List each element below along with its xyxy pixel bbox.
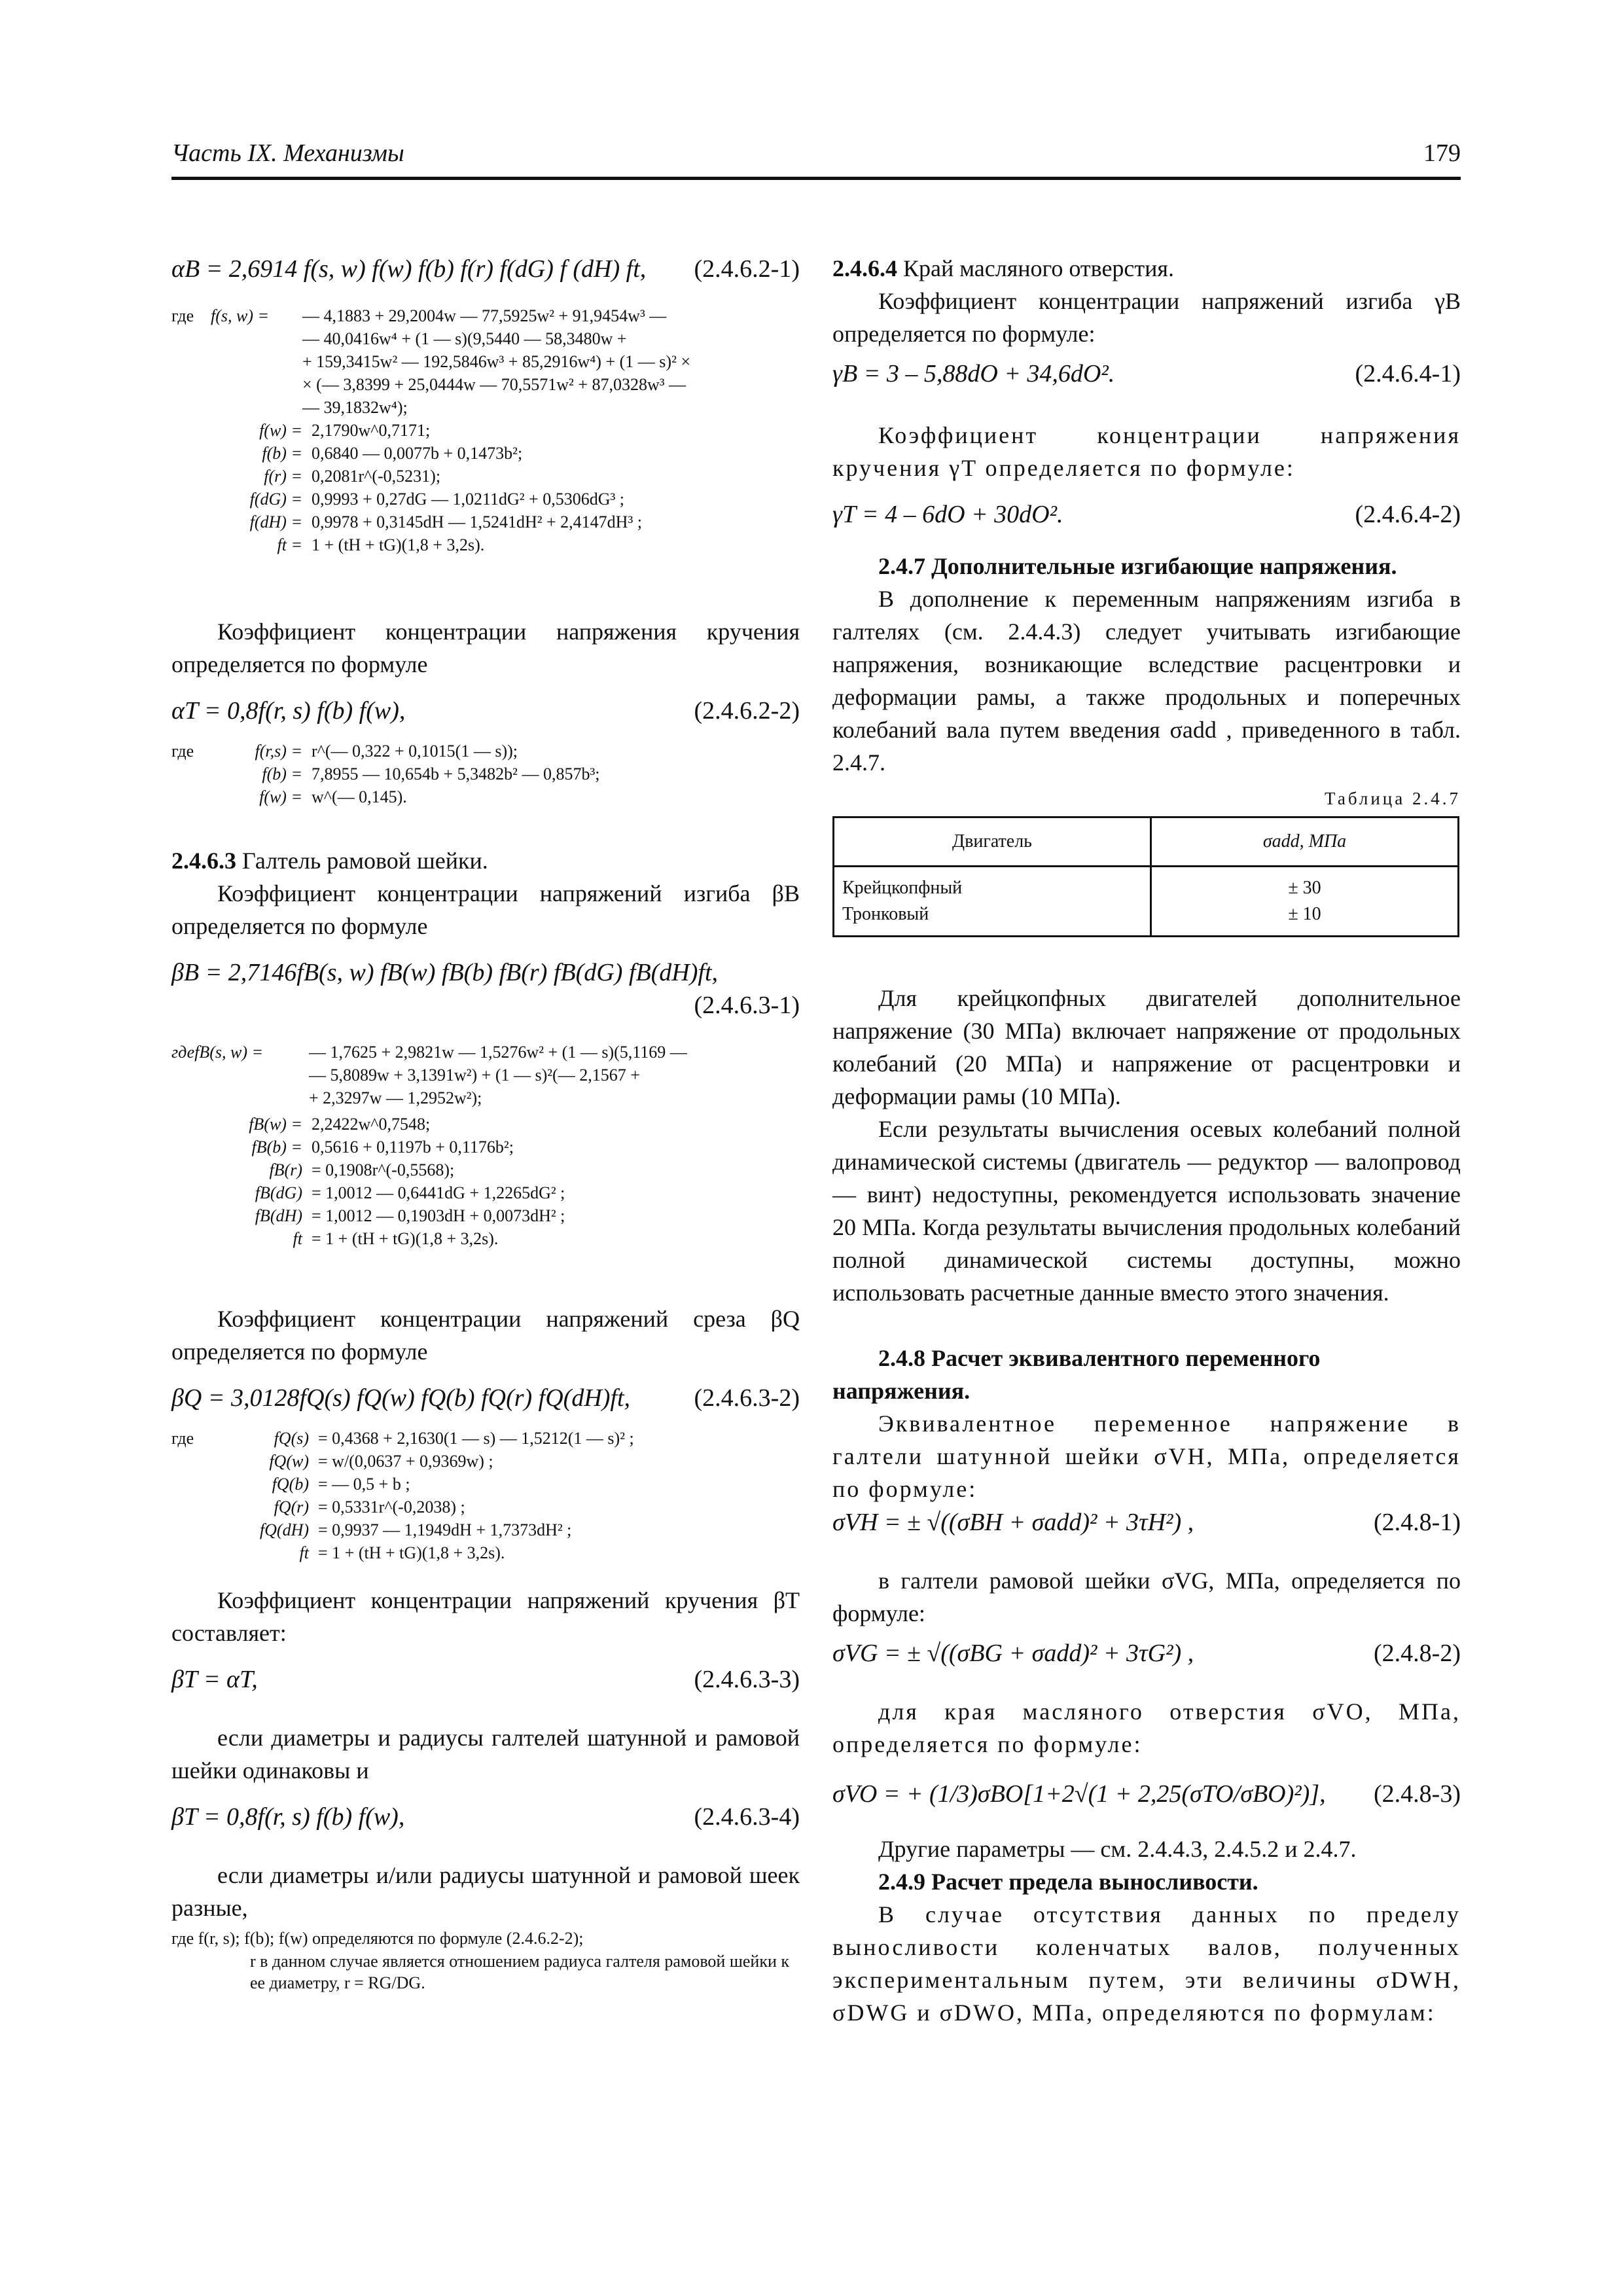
- section-2-4-6-3-heading: 2.4.6.3 Галтель рамовой шейки.: [171, 848, 488, 874]
- definition-key: f(dH) =: [249, 512, 302, 531]
- paragraph-crosshead: Для крейцкопфных двигателей дополнительное напряжение (30 МПа) включает напряжение от продольных колебаний (20 МПа) и напряжение от расцентровки и деформации рамы (10 МПа).: [832, 985, 1461, 1109]
- fbsw-definition: гдеfB(s, w) = — 1,7625 + 2,9821w — 1,5276w² + (1 — s)(5,1169 — — 5,8089w + 3,1391w²) + (1 — s)²(— 2,1567 + + 2,3297w — 1,2952w²);: [171, 1041, 800, 1109]
- definition-value: = 1,0012 — 0,1903dH + 0,0073dH² ;: [312, 1206, 565, 1225]
- fsw-line: — 40,0416w⁴ + (1 — s)(9,5440 — 58,3480w +: [302, 329, 627, 348]
- table-cell-sigma-values: ± 30 ± 10: [1151, 867, 1459, 937]
- paragraph-main-journal: в галтели рамовой шейки σVG, МПа, определяется по формуле:: [832, 1568, 1461, 1626]
- definition-key: f(b) =: [262, 764, 302, 783]
- definition-row: [171, 442, 800, 465]
- definition-key: fB(dH): [255, 1206, 302, 1225]
- paragraph-fatigue-limit: В случае отсутствия данных по пределу выносливости коленчатых валов, полученных экспериментальным путем, эти величины σDWH, σDWG и σDWO, МПа, определяются по формулам:: [832, 1901, 1461, 2026]
- fbsw-line: — 5,8089w + 3,1391w²) + (1 — s)²(— 2,1567 +: [309, 1066, 640, 1085]
- equation-2-4-6-3-4: βT = 0,8f(r, s) f(b) f(w), (2.4.6.3-4): [171, 1803, 800, 1831]
- definition-value: = 1 + (tH + tG)(1,8 + 3,2s).: [318, 1543, 505, 1562]
- definition-key: fB(b) =: [251, 1138, 302, 1157]
- definition-row: [211, 1541, 800, 1564]
- definition-key: ft: [299, 1543, 309, 1562]
- paragraph-equivalent-stress: Эквивалентное переменное напряжение в галтели шатунной шейки σVH, МПа, определяется по формуле:: [832, 1410, 1461, 1502]
- definition-value: = 0,4368 + 2,1630(1 — s) — 1,5212(1 — s)² ;: [318, 1429, 634, 1448]
- paragraph-other-params: Другие параметры — см. 2.4.4.3, 2.4.5.2 и 2.4.7.: [878, 1836, 1357, 1862]
- section-2-4-8-heading: 2.4.8 Расчет эквивалентного переменного напряжения.: [832, 1345, 1321, 1404]
- paragraph-oil-hole: для края масляного отверстия σVO, МПа, определяется по формуле:: [832, 1698, 1461, 1757]
- paragraph-bending-coefficient: Коэффициент концентрации напряжений изгиба βB определяется по формуле: [171, 880, 800, 939]
- definition-key: f(w) =: [259, 787, 302, 806]
- definition-row: [171, 1113, 800, 1136]
- table-header-sigma: σadd, МПа: [1151, 817, 1459, 867]
- definition-row: [211, 740, 800, 762]
- definition-key: fB(dG): [255, 1183, 302, 1202]
- definition-row: [171, 511, 800, 533]
- fsw-line: × (— 3,8399 + 25,0444w — 70,5571w² + 87,0328w³ —: [302, 375, 687, 394]
- definition-row: [171, 488, 800, 511]
- definition-row: [211, 1496, 800, 1518]
- equation-number-2-4-6-3-1: (2.4.6.3-1): [694, 992, 800, 1019]
- definition-key: fB(r): [269, 1160, 302, 1179]
- note-r-ratio: r в данном случае является отношением радиуса галтеля рамовой шейки к ее диаметру, r = RG/DG.: [250, 1952, 790, 1992]
- definition-key: f(b) =: [262, 444, 302, 463]
- running-title: Часть IX. Механизмы: [171, 139, 404, 167]
- definition-value: 0,5616 + 0,1197b + 0,1176b²;: [312, 1138, 514, 1157]
- equation-2-4-6-2-2: αT = 0,8f(r, s) f(b) f(w), (2.4.6.2-2): [171, 697, 800, 725]
- definition-key: f(r) =: [264, 467, 302, 486]
- definition-row: [211, 1518, 800, 1541]
- definition-value: 0,2081r^(-0,5231);: [312, 467, 441, 486]
- definition-key: fQ(w): [269, 1452, 309, 1471]
- paragraph-shear-coefficient: Коэффициент концентрации напряжений среза βQ определяется по формуле: [171, 1306, 800, 1365]
- definition-value: = 1,0012 — 0,6441dG + 1,2265dG² ;: [312, 1183, 565, 1202]
- table-cell-engine-types: Крейцкопфный Тронковый: [834, 867, 1151, 937]
- definition-value: = w/(0,0637 + 0,9369w) ;: [318, 1452, 493, 1471]
- definitions-group-3: [171, 1113, 800, 1250]
- definition-value: 1 + (tH + tG)(1,8 + 3,2s).: [312, 535, 485, 554]
- paragraph-axial-vibrations: Если результаты вычисления осевых колебаний полной динамической системы (двигатель — редуктор — валопровод — винт) недоступны, рекомендуется использовать значение 20 МПа. Когда результаты вычисления продольных колебаний полной динамической системы доступны, можно использовать расчетные данные вместо этого значения.: [832, 1116, 1461, 1306]
- fbsw-line: + 2,3297w — 1,2952w²);: [309, 1088, 482, 1107]
- section-2-4-9-heading: 2.4.9 Расчет предела выносливости.: [878, 1869, 1258, 1895]
- definition-row: [171, 1181, 800, 1204]
- equation-2-4-6-4-2: γT = 4 – 6dO + 30dO². (2.4.6.4-2): [832, 501, 1461, 528]
- paragraph-torsion-beta: Коэффициент концентрации напряжений кручения βT составляет:: [171, 1587, 800, 1646]
- definition-row: [211, 1427, 800, 1450]
- definition-value: 0,6840 — 0,0077b + 0,1473b²;: [312, 444, 523, 463]
- definition-row: [171, 419, 800, 442]
- section-2-4-6-4-heading: 2.4.6.4 Край масляного отверстия.: [832, 255, 1174, 281]
- definition-row: [211, 785, 800, 808]
- definition-value: = 0,1908r^(-0,5568);: [312, 1160, 455, 1179]
- fbsw-line: — 1,7625 + 2,9821w — 1,5276w² + (1 — s)(5,1169 —: [309, 1043, 687, 1062]
- equation-2-4-6-3-1: βB = 2,7146fB(s, w) fB(w) fB(b) fB(r) fB(dG) fB(dH)ft,: [171, 959, 719, 986]
- definition-key: fB(w) =: [249, 1115, 302, 1134]
- page-header: [171, 139, 1461, 180]
- definition-value: w^(— 0,145).: [312, 787, 407, 806]
- paragraph-torsion-coefficient: Коэффициент концентрации напряжения кручения определяется по формуле: [171, 619, 800, 677]
- definition-row: [211, 762, 800, 785]
- fsw-line: — 4,1883 + 29,2004w — 77,5925w² + 91,9454w³ —: [302, 306, 667, 325]
- fsw-definition: где f(s, w) = — 4,1883 + 29,2004w — 77,5925w² + 91,9454w³ — — 40,0416w⁴ + (1 — s)(9,5440 — 58,3480w + + 159,3415w² — 192,5846w³ + 85,2916w⁴) + (1 — s)² × × (— 3,8399 + 25,0444w — 70,5571w² + 87,0328w³ — — 39,1832w⁴);: [171, 304, 800, 419]
- definitions-group-2: где f(r,s) = r^(— 0,322 + 0,1015(1 — s)); f(b) = 7,8955 — 10,654b + 5,3482b² — 0,857b³; f(w) = w^(— 0,145).: [171, 740, 800, 808]
- definition-value: = 0,5331r^(-0,2038) ;: [318, 1498, 465, 1516]
- definition-row: [171, 1136, 800, 1158]
- note-where-functions: где f(r, s); f(b); f(w) определяются по формуле (2.4.6.2-2);: [171, 1929, 584, 1948]
- equation-2-4-6-4-1: γB = 3 – 5,88dO + 34,6dO². (2.4.6.4-1): [832, 360, 1461, 387]
- equation-2-4-6-2-1: αB = 2,6914 f(s, w) f(w) f(b) f(r) f(dG) f (dH) ft, (2.4.6.2-1): [171, 255, 800, 283]
- definition-key: fQ(dH): [259, 1520, 309, 1539]
- definition-row: [211, 1450, 800, 1473]
- equation-2-4-6-3-3: βT = αT, (2.4.6.3-3): [171, 1666, 800, 1693]
- definition-row: [171, 1227, 800, 1250]
- page-number: 179: [1423, 139, 1461, 167]
- equation-2-4-6-3-2: βQ = 3,0128fQ(s) fQ(w) fQ(b) fQ(r) fQ(dH)ft, (2.4.6.3-2): [171, 1384, 800, 1412]
- definitions-group-4: где fQ(s) = 0,4368 + 2,1630(1 — s) — 1,5212(1 — s)² ; fQ(w) = w/(0,0637 + 0,9369w) ; fQ(b) = — 0,5 + b ; fQ(r) = 0,5331r^(-0,2038) ; fQ(dH) = 0,9937 — 1,1949dH + 1,7373dH² ; ft = 1 + (tH + tG)(1,8 + 3,2s).: [171, 1427, 800, 1564]
- definition-key: ft =: [277, 535, 302, 554]
- paragraph-same-diameters: если диаметры и радиусы галтелей шатунной и рамовой шейки одинаковы и: [171, 1725, 800, 1784]
- definition-value: 2,2422w^0,7548;: [312, 1115, 431, 1134]
- paragraph-gamma-b: Коэффициент концентрации напряжений изгиба γB определяется по формуле:: [832, 288, 1461, 347]
- table-2-4-7-title: Таблица 2.4.7: [1325, 789, 1461, 808]
- definition-key: f(w) =: [259, 421, 302, 440]
- section-2-4-7-heading: 2.4.7 Дополнительные изгибающие напряжения.: [878, 553, 1397, 579]
- definition-key: fQ(s): [274, 1429, 309, 1448]
- definition-row: [171, 465, 800, 488]
- equation-2-4-8-2: σVG = ± √((σBG + σadd)² + 3τG²) , (2.4.8-2): [832, 1640, 1461, 1667]
- definitions-group-1: [171, 419, 800, 556]
- definition-value: 0,9978 + 0,3145dH — 1,5241dH² + 2,4147dH³ ;: [312, 512, 642, 531]
- definition-row: [171, 1204, 800, 1227]
- paragraph-gamma-t: Коэффициент концентрации напряжения кручения γT определяется по формуле:: [832, 422, 1461, 481]
- definition-value: r^(— 0,322 + 0,1015(1 — s));: [312, 742, 518, 761]
- definition-value: = — 0,5 + b ;: [318, 1475, 410, 1494]
- definition-value: 0,9993 + 0,27dG — 1,0211dG² + 0,5306dG³ ;: [312, 490, 625, 509]
- definition-key: ft: [293, 1229, 302, 1248]
- fsw-line: + 159,3415w² — 192,5846w³ + 85,2916w⁴) + (1 — s)² ×: [302, 352, 691, 371]
- definition-row: [171, 1158, 800, 1181]
- definition-value: = 0,9937 — 1,1949dH + 1,7373dH² ;: [318, 1520, 572, 1539]
- definition-key: fQ(b): [272, 1475, 309, 1494]
- definition-value: 7,8955 — 10,654b + 5,3482b² — 0,857b³;: [312, 764, 600, 783]
- definition-row: [211, 1473, 800, 1496]
- paragraph-additional-stresses: В дополнение к переменным напряжениям изгиба в галтелях (см. 2.4.4.3) следует учитывать изгибающие напряжения, возникающие вследствие расцентровки и деформации рамы, а также продольных и поперечных колебаний вала путем введения σadd , приведенного в табл. 2.4.7.: [832, 586, 1461, 776]
- table-2-4-7: [832, 816, 1459, 937]
- fsw-line: — 39,1832w⁴);: [302, 398, 408, 417]
- equation-2-4-8-3: σVO = + (1/3)σBO[1+2√(1 + 2,25(σTO/σBO)²)], (2.4.8-3): [832, 1780, 1461, 1808]
- definition-value: 2,1790w^0,7171;: [312, 421, 431, 440]
- definition-key: fQ(r): [274, 1498, 309, 1516]
- definition-key: f(dG) =: [249, 490, 302, 509]
- definition-row: [171, 533, 800, 556]
- table-header-engine: Двигатель: [834, 817, 1151, 867]
- definition-key: f(r,s) =: [255, 742, 302, 761]
- definition-value: = 1 + (tH + tG)(1,8 + 3,2s).: [312, 1229, 499, 1248]
- equation-2-4-8-1: σVH = ± √((σBH + σadd)² + 3τH²) , (2.4.8-1): [832, 1509, 1461, 1536]
- paragraph-different-diameters: если диаметры и/или радиусы шатунной и рамовой шеек разные,: [171, 1862, 800, 1921]
